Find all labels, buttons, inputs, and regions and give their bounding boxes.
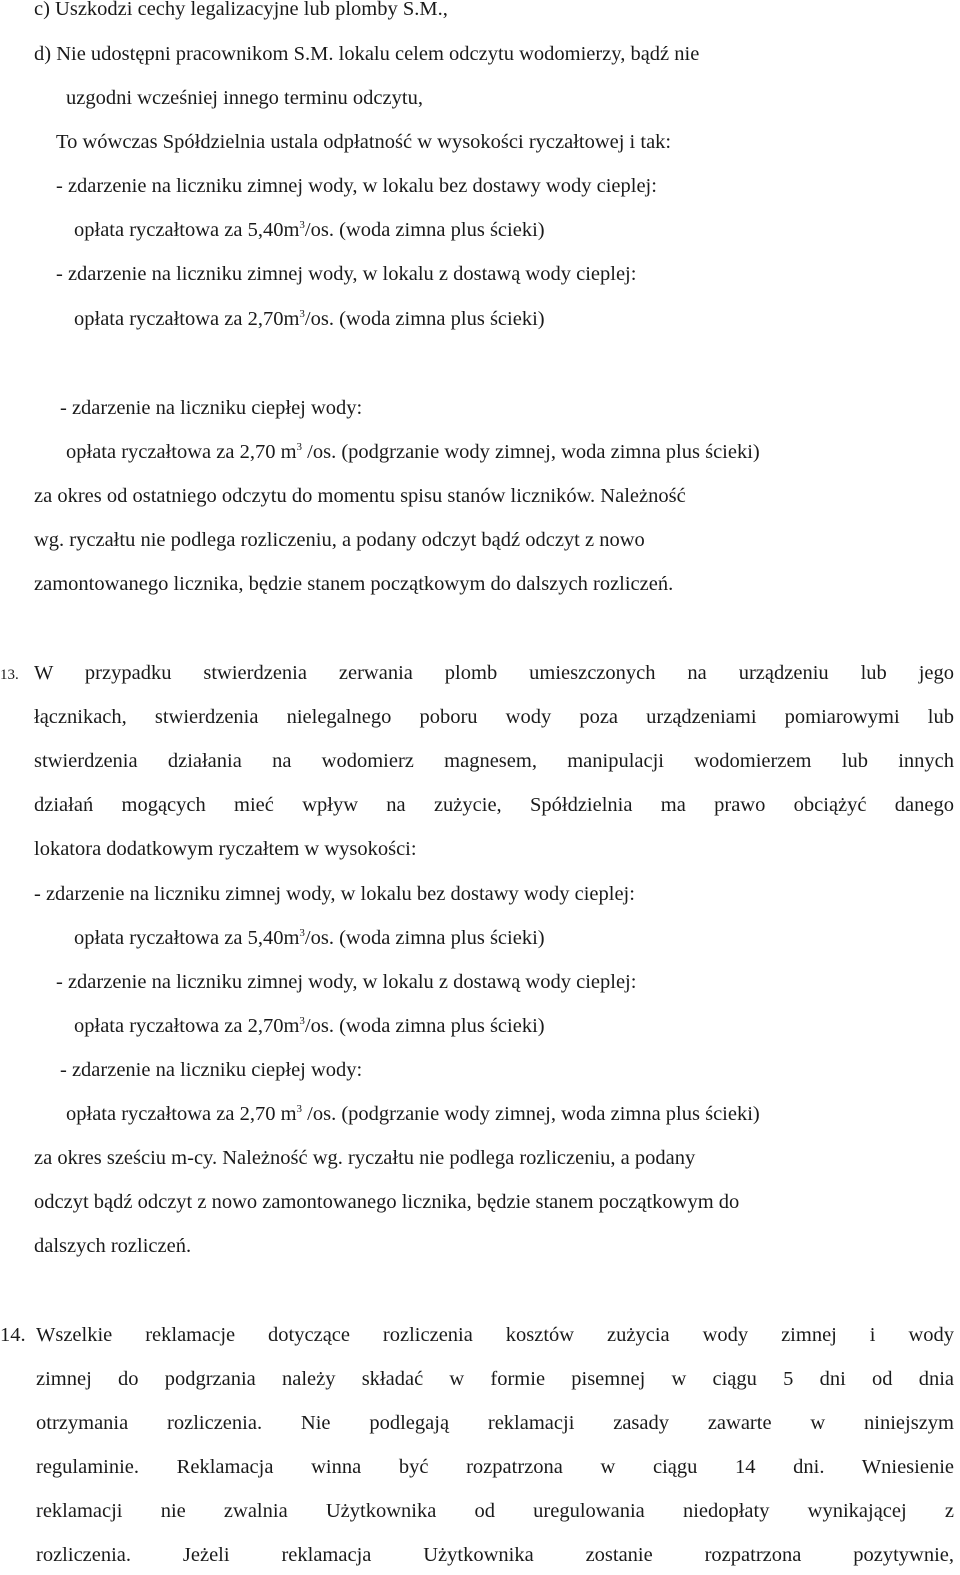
item-d-line1: d) Nie udostępni pracownikom S.M. lokalu celem odczytu wodomierzy, bądź nie bbox=[34, 43, 700, 65]
fee-2-70: opłata ryczałtowa za $2,70m^3/os$. (woda zimna plus ścieki) bbox=[74, 308, 545, 330]
section-14-line1: Wszelkie reklamacje dotyczące rozliczenia kosztów zużycia wody zimnej i wody bbox=[36, 1324, 954, 1346]
period-line1: za okres od ostatniego odczytu do momentu spisu stanów liczników. Należność bbox=[34, 485, 686, 507]
period-line2: wg. ryczałtu nie podlega rozliczeniu, a podany odczyt bądź odczyt z nowo bbox=[34, 529, 645, 551]
section-14-line2: zimnej do podgrzania należy składać w formie pisemnej w ciągu 5 dni od dnia bbox=[36, 1368, 954, 1390]
s13-event-cold-no-hot: - zdarzenie na liczniku zimnej wody, w lokalu bez dostawy wody cieplej: bbox=[34, 883, 635, 905]
section-13-number: 13. bbox=[0, 667, 19, 683]
section-13-line2: łącznikach, stwierdzenia nielegalnego poboru wody poza urządzeniami pomiarowymi lub bbox=[34, 706, 954, 728]
section-14-line4: regulaminie. Reklamacja winna być rozpatrzona w ciągu 14 dni. Wniesienie bbox=[36, 1456, 954, 1478]
s13-period-line2: odczyt bądź odczyt z nowo zamontowanego licznika, będzie stanem początkowym do bbox=[34, 1191, 740, 1213]
s13-fee-5-40: opłata ryczałtowa za $5,40m^3/os$. (woda zimna plus ścieki) bbox=[74, 927, 545, 949]
s13-period-line3: dalszych rozliczeń. bbox=[34, 1235, 192, 1257]
section-13-line3: stwierdzenia działania na wodomierz magnesem, manipulacji wodomierzem lub innych bbox=[34, 750, 954, 772]
fee-5-40: opłata ryczałtowa za $5,40m^3/os$. (woda zimna plus ścieki) bbox=[74, 219, 545, 241]
s13-fee-hot-2-70: opłata ryczałtowa za 2,70 $m^3$ /os. (podgrzanie wody zimnej, woda zimna plus ścieki) bbox=[66, 1103, 760, 1125]
section-13-line1: W przypadku stwierdzenia zerwania plomb umieszczonych na urządzeniu lub jego bbox=[34, 662, 954, 684]
section-14-number: 14. bbox=[0, 1324, 26, 1346]
s13-period-line1: za okres sześciu m-cy. Należność wg. ryczałtu nie podlega rozliczeniu, a podany bbox=[34, 1147, 696, 1169]
section-13-line5: lokatora dodatkowym ryczałtem w wysokości: bbox=[34, 838, 417, 860]
item-c: c) Uszkodzi cechy legalizacyjne lub plomby S.M., bbox=[34, 0, 448, 20]
event-hot: - zdarzenie na liczniku ciepłej wody: bbox=[60, 397, 363, 419]
section-13-line4: działań mogących mieć wpływ na zużycie, Spółdzielnia ma prawo obciążyć danego bbox=[34, 794, 954, 816]
event-cold-no-hot: - zdarzenie na liczniku zimnej wody, w lokalu bez dostawy wody cieplej: bbox=[56, 175, 657, 197]
intro-line: To wówczas Spółdzielnia ustala odpłatność w wysokości ryczałtowej i tak: bbox=[56, 131, 672, 153]
period-line3: zamontowanego licznika, będzie stanem początkowym do dalszych rozliczeń. bbox=[34, 573, 674, 595]
fee-hot-2-70: opłata ryczałtowa za 2,70 $m^3$ /os. (podgrzanie wody zimnej, woda zimna plus ścieki) bbox=[66, 441, 760, 463]
section-14-line3: otrzymania rozliczenia. Nie podlegają reklamacji zasady zawarte w niniejszym bbox=[36, 1412, 954, 1434]
s13-event-hot: - zdarzenie na liczniku ciepłej wody: bbox=[60, 1059, 363, 1081]
item-d-line2: uzgodni wcześniej innego terminu odczytu, bbox=[66, 87, 423, 109]
section-14-line6: rozliczenia. Jeżeli reklamacja Użytkownika zostanie rozpatrzona pozytywnie, bbox=[36, 1544, 954, 1566]
section-14-line5: reklamacji nie zwalnia Użytkownika od uregulowania niedopłaty wynikającej z bbox=[36, 1500, 954, 1522]
event-cold-with-hot: - zdarzenie na liczniku zimnej wody, w lokalu z dostawą wody cieplej: bbox=[56, 263, 637, 285]
s13-fee-2-70: opłata ryczałtowa za $2,70m^3/os$. (woda zimna plus ścieki) bbox=[74, 1015, 545, 1037]
s13-event-cold-with-hot: - zdarzenie na liczniku zimnej wody, w lokalu z dostawą wody cieplej: bbox=[56, 971, 637, 993]
